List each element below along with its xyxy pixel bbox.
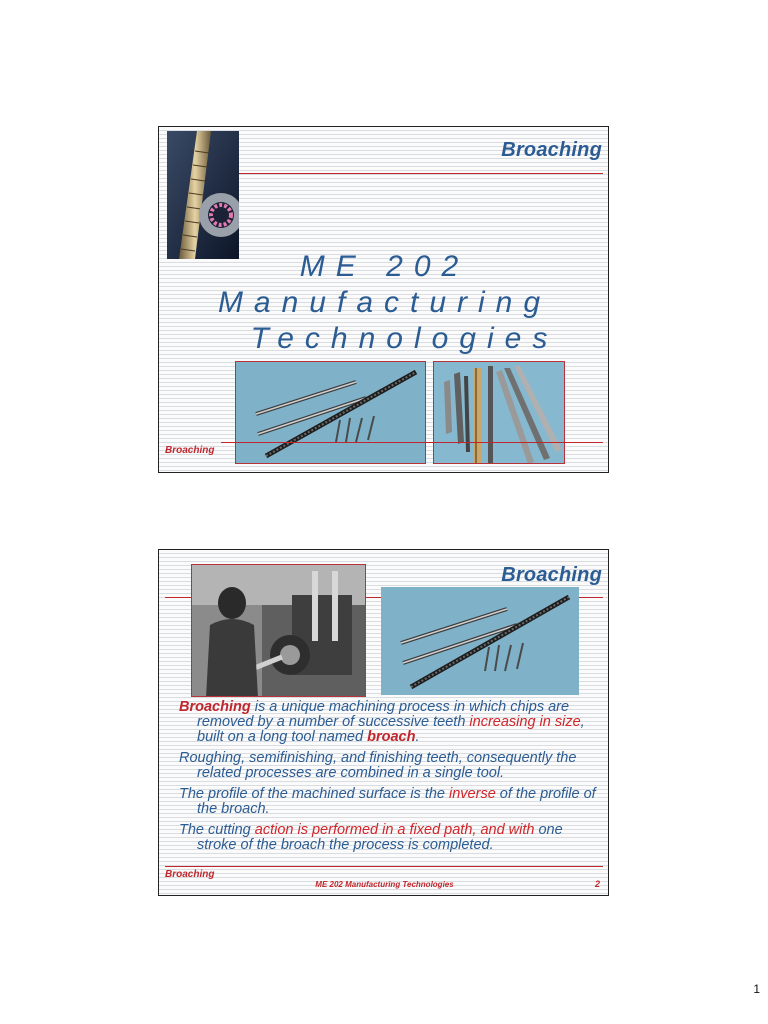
sheet-page-number: 1 [753,982,760,996]
broaching-machine-photo [191,564,366,697]
course-footer: ME 202 Manufacturing Technologies [315,880,454,889]
bullet-3: The profile of the machined surface is the inverse of the profile of the broach. [179,786,596,817]
course-code-heading: ME 202 [299,250,470,283]
bullet-1: Broaching is a unique machining process in which chips are removed by a number of successive teeth increasing in size, built on a long tool named broach. [179,699,585,745]
slide-title: Broaching [501,564,602,586]
slide-1 [158,126,609,473]
course-name-line1: Manufacturing [217,286,552,319]
slide-title: Broaching [501,139,602,161]
footer-label: Broaching [165,869,215,880]
broach-tools-photo [381,587,579,695]
footer-line [165,866,603,867]
footer-label: Broaching [165,445,215,456]
broach-closeup-photo [167,131,239,259]
slide-2 [158,549,609,896]
broach-tools-photo-2 [433,361,565,464]
title-underline [239,173,603,174]
bullet-4: The cutting action is performed in a fixed path, and with one stroke of the broach the process is completed. [179,822,563,853]
course-name-line2: Technologies [250,322,559,355]
bullet-2: Roughing, semifinishing, and finishing teeth, consequently the related processes are combined in a single tool. [179,750,577,781]
broach-tools-photo-1 [235,361,426,464]
footer-line [221,442,603,443]
slide-body [173,700,603,859]
slide-page-number: 2 [594,879,600,889]
